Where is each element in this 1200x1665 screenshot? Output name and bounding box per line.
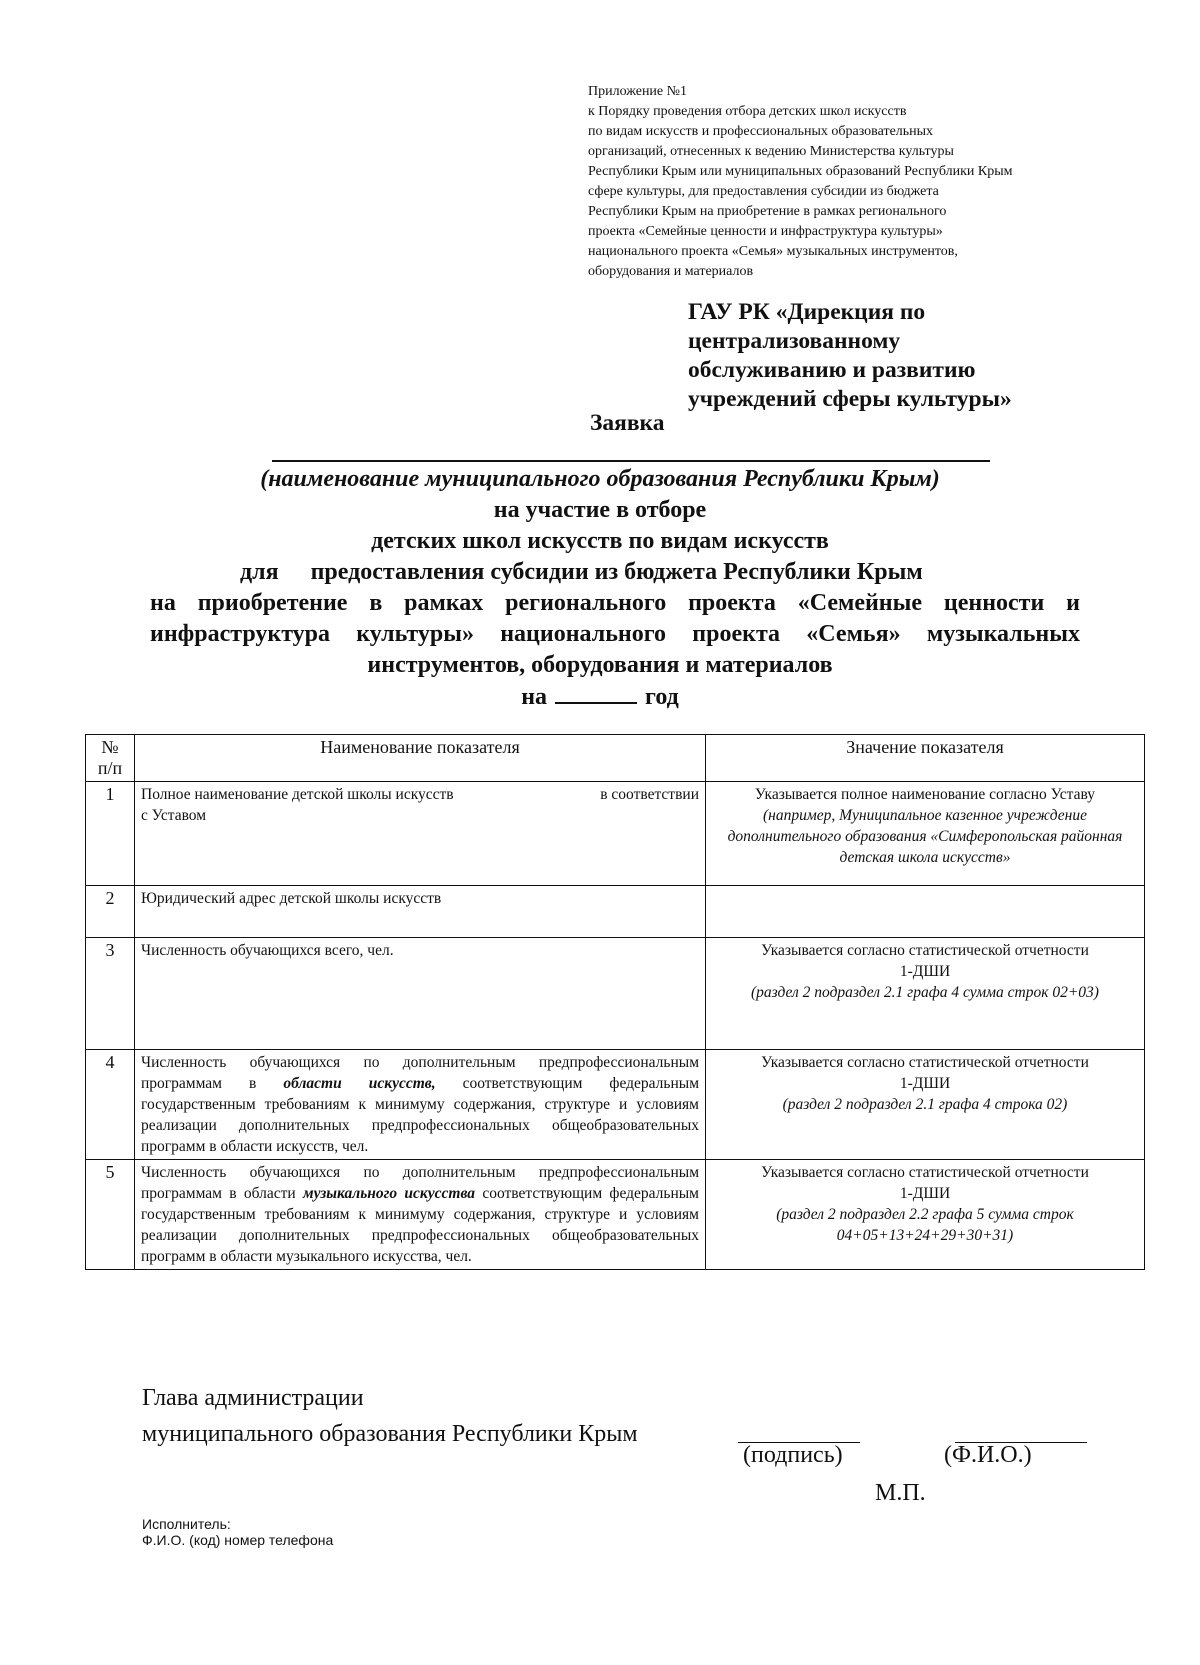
appendix-line: Республики Крым или муниципальных образований Республики Крым (588, 164, 1013, 179)
indicator-name-emphasis: области искусств, (283, 1075, 436, 1092)
value-reference: (раздел 2 подраздел 2.1 графа 4 строка 02) (782, 1096, 1068, 1113)
header-indicator-value: Значение показателя (706, 735, 1145, 782)
year-line (0, 680, 1200, 711)
indicator-name: Численность обучающихся всего, чел. (135, 938, 706, 1050)
value-reference: (раздел 2 подраздел 2.1 графа 4 сумма строк 02+03) (751, 984, 1099, 1001)
year-suffix: год (645, 684, 679, 710)
header-indicator-name: Наименование показателя (135, 735, 706, 782)
indicator-value (706, 782, 1145, 886)
heading-line: детских школ искусств по видам искусств (371, 528, 829, 554)
table-header-row (86, 735, 1145, 782)
signature-caption: (подпись) (743, 1442, 843, 1468)
indicator-value (706, 1160, 1145, 1270)
appendix-line: проекта «Семейные ценности и инфраструктура культуры» (588, 224, 943, 239)
report-form-code: 1-ДШИ (899, 1075, 951, 1092)
table-row (86, 782, 1145, 886)
row-number: 5 (86, 1160, 135, 1270)
heading-word: для (240, 559, 279, 585)
year-prefix: на (521, 684, 548, 710)
indicator-name-part: Численность обучающихся по дополнительным предпрофессиональным программам в (141, 1054, 699, 1092)
value-text: Указывается согласно статистической отчетности (761, 942, 1089, 959)
appendix-line: Приложение №1 (588, 84, 687, 99)
indicator-name-part: Полное наименование детской школы искусств (141, 786, 454, 803)
row-number: 1 (86, 782, 135, 886)
executor-block (142, 1516, 333, 1548)
appendix-line: оборудования и материалов (588, 264, 754, 279)
heading-word: предоставления субсидии из бюджета Республики Крым (310, 559, 923, 585)
recipient-block (688, 298, 1108, 414)
name-caption: (Ф.И.О.) (944, 1442, 1032, 1468)
signatory-title: муниципального образования Республики Крым (142, 1421, 638, 1447)
table-row (86, 886, 1145, 938)
signature-block (142, 1380, 638, 1452)
value-reference: (раздел 2 подраздел 2.2 графа 5 сумма строк 04+05+13+24+29+30+31) (776, 1206, 1074, 1244)
appendix-line: к Порядку проведения отбора детских школ искусств (588, 104, 907, 119)
value-text: Указывается согласно статистической отчетности (761, 1054, 1089, 1071)
municipality-blank-line (272, 460, 990, 462)
report-form-code: 1-ДШИ (899, 963, 951, 980)
row-number: 3 (86, 938, 135, 1050)
heading-line (240, 557, 980, 588)
application-heading (0, 464, 1200, 681)
appendix-line: национального проекта «Семья» музыкальных инструментов, (588, 244, 958, 259)
header-number: № п/п (86, 735, 135, 782)
row-number: 2 (86, 886, 135, 938)
report-form-code: 1-ДШИ (899, 1185, 951, 1202)
stamp-place-label: М.П. (875, 1480, 926, 1506)
indicator-name-part: Численность обучающихся по дополнительным предпрофессиональным программам в области (141, 1164, 699, 1202)
appendix-line: Республики Крым на приобретение в рамках регионального (588, 204, 947, 219)
indicator-name: Юридический адрес детской школы искусств (135, 886, 706, 938)
appendix-line: организаций, отнесенных к ведению Министерства культуры (588, 144, 954, 159)
municipality-caption: (наименование муниципального образования Республики Крым) (260, 466, 940, 492)
appendix-line: по видам искусств и профессиональных образовательных (588, 124, 934, 139)
appendix-reference (588, 82, 1148, 282)
indicator-name (135, 1050, 706, 1160)
indicator-name-part: в соответствии (600, 786, 699, 803)
signatory-title: Глава администрации (142, 1385, 364, 1411)
indicator-value (706, 938, 1145, 1050)
indicator-value (706, 1050, 1145, 1160)
executor-contact: Ф.И.О. (код) номер телефона (142, 1532, 334, 1548)
table-row (86, 938, 1145, 1050)
heading-line: на участие в отборе (493, 497, 707, 523)
indicators-table (85, 734, 1145, 1270)
recipient-line: ГАУ РК «Дирекция по (688, 299, 926, 325)
indicator-name (135, 1160, 706, 1270)
heading-line: на приобретение в рамках регионального проекта «Семейные ценности и (150, 590, 1080, 616)
heading-line: инструментов, оборудования и материалов (367, 652, 833, 678)
recipient-line: учреждений сферы культуры» (688, 386, 1012, 412)
heading-line: инфраструктура культуры» национального проекта «Семья» музыкальных (150, 621, 1080, 647)
table-row (86, 1050, 1145, 1160)
value-example: (например, Муниципальное казенное учреждение дополнительного образования «Симферопольская районная детская школа искусств» (727, 807, 1123, 866)
indicator-name-part: с Уставом (141, 807, 207, 824)
indicator-name-emphasis: музыкального искусства (302, 1185, 476, 1202)
appendix-line: сфере культуры, для предоставления субсидии из бюджета (588, 184, 939, 199)
row-number: 4 (86, 1050, 135, 1160)
value-text: Указывается согласно статистической отчетности (761, 1164, 1089, 1181)
executor-label: Исполнитель: (142, 1516, 231, 1532)
recipient-line: обслуживанию и развитию (688, 357, 976, 383)
document-title: Заявка (590, 410, 665, 436)
recipient-line: централизованному (688, 328, 901, 354)
indicator-value (706, 886, 1145, 938)
indicator-name (135, 782, 706, 886)
indicator-name-part: соответствующим федеральным государственным требованиям к минимуму содержания, структуре и условиям реализации дополнительных предпрофессиональных общеобразовательных программ в области искусств, чел. (141, 1075, 700, 1155)
value-text: Указывается полное наименование согласно Уставу (754, 786, 1096, 803)
table-row (86, 1160, 1145, 1270)
indicator-name-part: соответствующим федеральным государственным требованиям к минимуму содержания, структуре и условиям реализации дополнительных предпрофессиональных общеобразовательных программ в области музыкального искусства, чел. (141, 1185, 699, 1265)
year-blank (555, 680, 637, 704)
